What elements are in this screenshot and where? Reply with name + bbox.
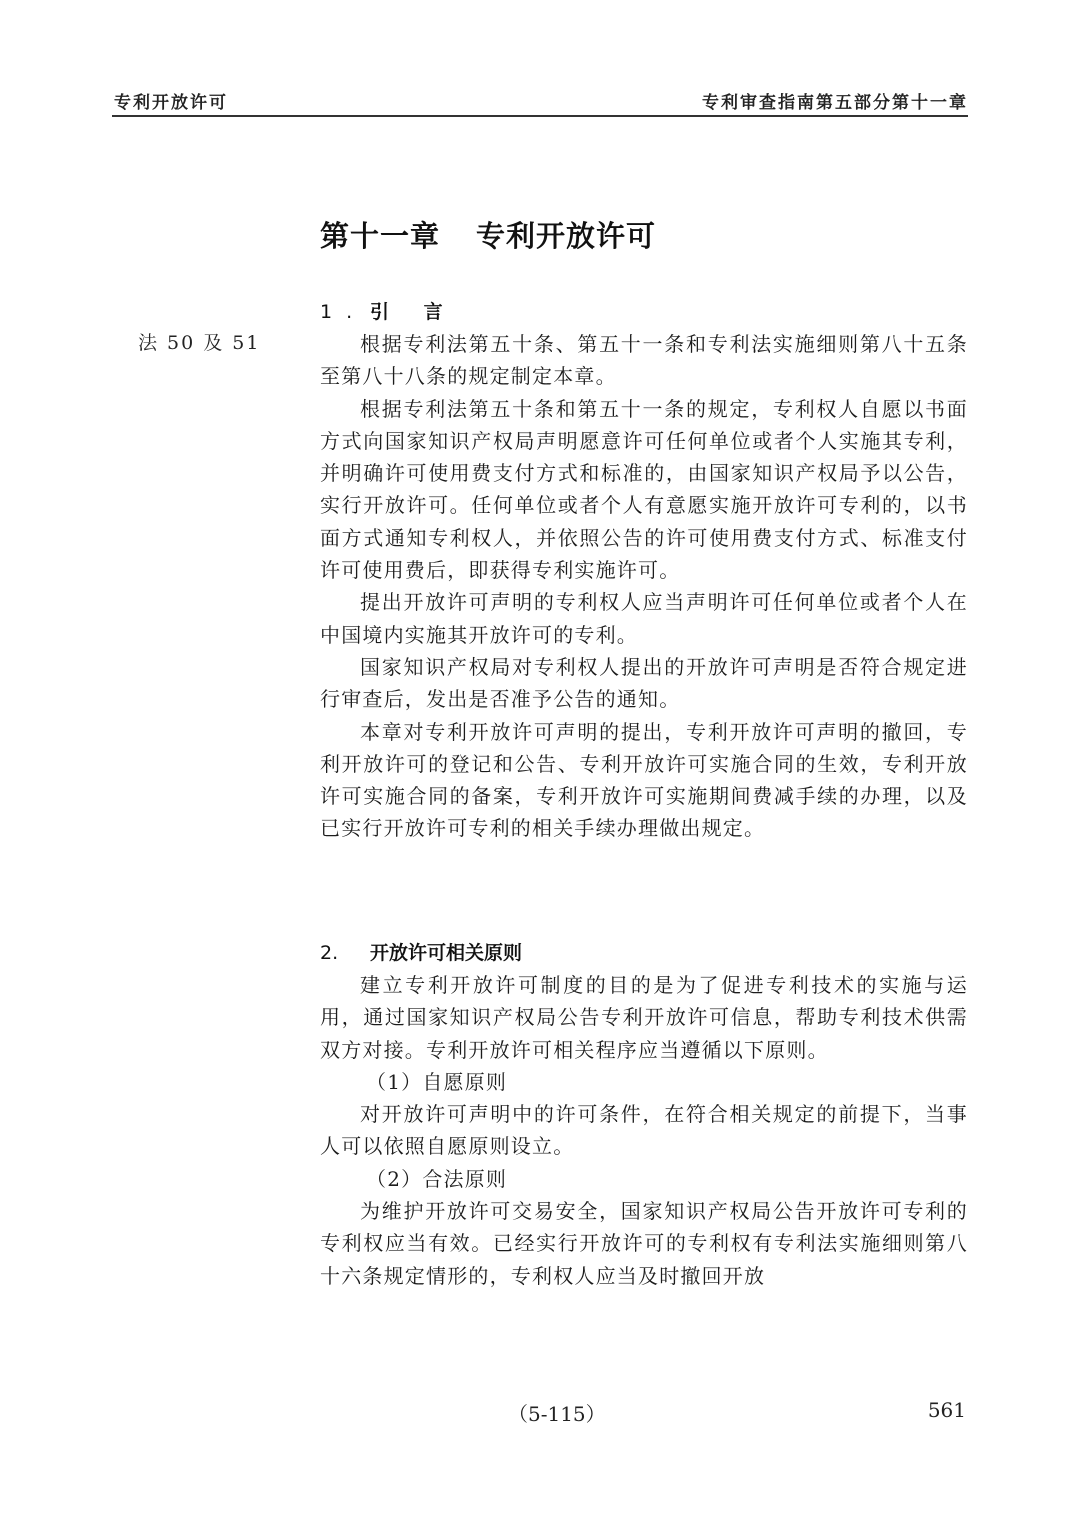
paragraph: 本章对专利开放许可声明的提出，专利开放许可声明的撤回，专利开放许可的登记和公告、专利开放许可实施合同的生效，专利开放许可实施合同的备案，专利开放许可实施期间费减手续的办理，以及已实行开放许可专利的相关手续办理做出规定。 (320, 719, 968, 841)
chapter-name: 专利开放许可 (476, 219, 657, 253)
paragraph: 根据专利法第五十条、第五十一条和专利法实施细则第八十五条至第八十八条的规定制定本章。 (320, 332, 968, 389)
paragraph: 根据专利法第五十条和第五十一条的规定，专利权人自愿以书面方式向国家知识产权局声明愿意许可任何单位或者个人实施其专利，并明确许可使用费支付方式和标准的，由国家知识产权局予以公告，实行开放许可。任何单位或者个人有意愿实施开放许可专利的，以书面方式通知专利权人，并依照公告的许可使用费支付方式、标准支付许可使用费后，即获得专利实施许可。 (320, 396, 968, 583)
paragraph: 提出开放许可声明的专利权人应当声明许可任何单位或者个人在中国境内实施其开放许可的专利。 (320, 590, 968, 647)
section-title: 开放许可相关原则 (370, 942, 523, 964)
section-number: 2. (320, 942, 339, 964)
principle-label: （2）合法原则 (366, 1166, 508, 1191)
section-introduction (320, 296, 968, 845)
header-divider (112, 115, 968, 117)
footer-section-page: （5-115） (508, 1402, 606, 1426)
section-title: 引 言 (370, 301, 457, 323)
paragraph: 国家知识产权局对专利权人提出的开放许可声明是否符合规定进行审查后，发出是否准予公告的通知。 (320, 654, 968, 712)
footer-page-number: 561 (927, 1398, 966, 1422)
header-book-title: 专利开放许可 (114, 93, 228, 113)
running-header (112, 88, 968, 116)
paragraph: 为维护开放许可交易安全，国家知识产权局公告开放许可专利的专利权应当有效。已经实行开放许可的专利权有专利法实施细则第八十六条规定情形的，专利权人应当及时撤回开放 (320, 1199, 968, 1288)
section-principles (320, 937, 968, 1292)
paragraph: 建立专利开放许可制度的目的是为了促进专利技术的实施与运用，通过国家知识产权局公告专利开放许可信息，帮助专利技术供需双方对接。专利开放许可相关程序应当遵循以下原则。 (320, 973, 968, 1062)
chapter-title (320, 214, 656, 255)
section-number: 1. (320, 301, 367, 323)
principle-label: （1）自愿原则 (366, 1069, 508, 1094)
header-chapter-ref: 专利审查指南第五部分第十一章 (702, 93, 968, 113)
section-heading (320, 937, 968, 969)
paragraph: 对开放许可声明中的许可条件，在符合相关规定的前提下，当事人可以依照自愿原则设立。 (320, 1102, 968, 1159)
margin-law-reference: 法 50 及 51 (138, 332, 261, 354)
section-heading (320, 296, 968, 328)
chapter-number: 第十一章 (320, 219, 441, 253)
